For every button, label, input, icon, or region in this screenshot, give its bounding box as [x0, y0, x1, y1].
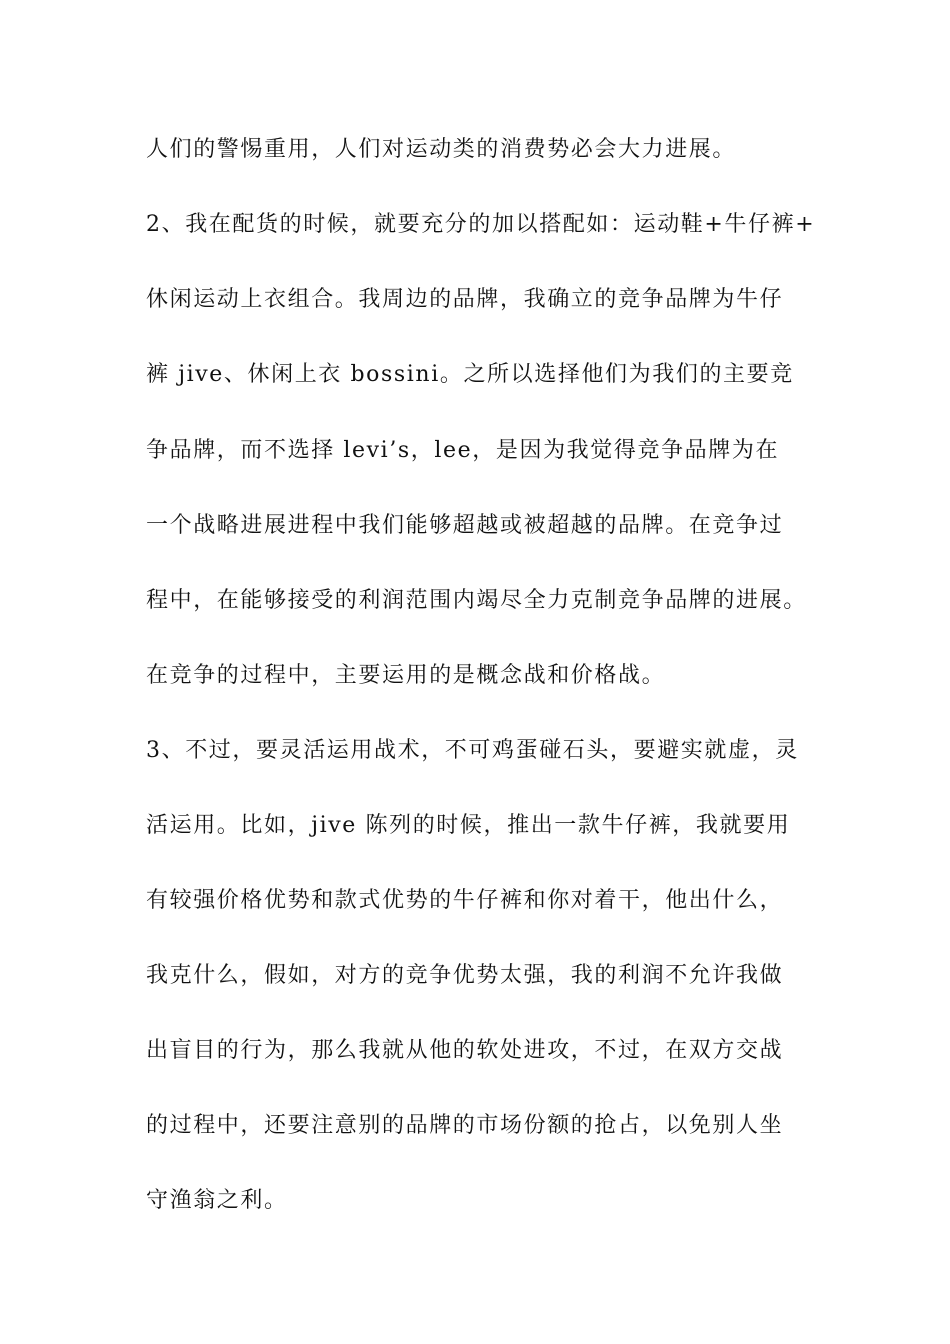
text-line: 人们的警惕重用，人们对运动类的消费势必会大力进展。	[146, 137, 737, 162]
text-line: 休闲运动上衣组合。我周边的品牌，我确立的竞争品牌为牛仔	[146, 287, 784, 312]
text-line: 争品牌，而不选择 levi’s，lee，是因为我觉得竞争品牌为在	[146, 438, 780, 463]
text-line: 2、我在配货的时候，就要充分的加以搭配如：运动鞋+牛仔裤+	[146, 212, 816, 237]
text-line: 出盲目的行为，那么我就从他的软处进攻，不过，在双方交战	[146, 1038, 784, 1063]
text-line: 我克什么，假如，对方的竞争优势太强，我的利润不允许我做	[146, 963, 784, 988]
text-line: 的过程中，还要注意别的品牌的市场份额的抢占，以免别人坐	[146, 1113, 784, 1138]
text-line: 在竞争的过程中，主要运用的是概念战和价格战。	[146, 663, 666, 688]
text-line: 一个战略进展进程中我们能够超越或被超越的品牌。在竞争过	[146, 513, 784, 538]
text-line: 3、不过，要灵活运用战术，不可鸡蛋碰石头，要避实就虚，灵	[146, 738, 799, 763]
text-line: 程中，在能够接受的利润范围内竭尽全力克制竞争品牌的进展。	[146, 588, 807, 613]
text-line: 裤 jive、休闲上衣 bossini。之所以选择他们为我们的主要竞	[146, 362, 794, 387]
text-line: 有较强价格优势和款式优势的牛仔裤和你对着干，他出什么，	[146, 888, 784, 913]
text-line: 活运用。比如，jive 陈列的时候，推出一款牛仔裤，我就要用	[146, 813, 791, 838]
text-line: 守渔翁之利。	[146, 1188, 288, 1213]
